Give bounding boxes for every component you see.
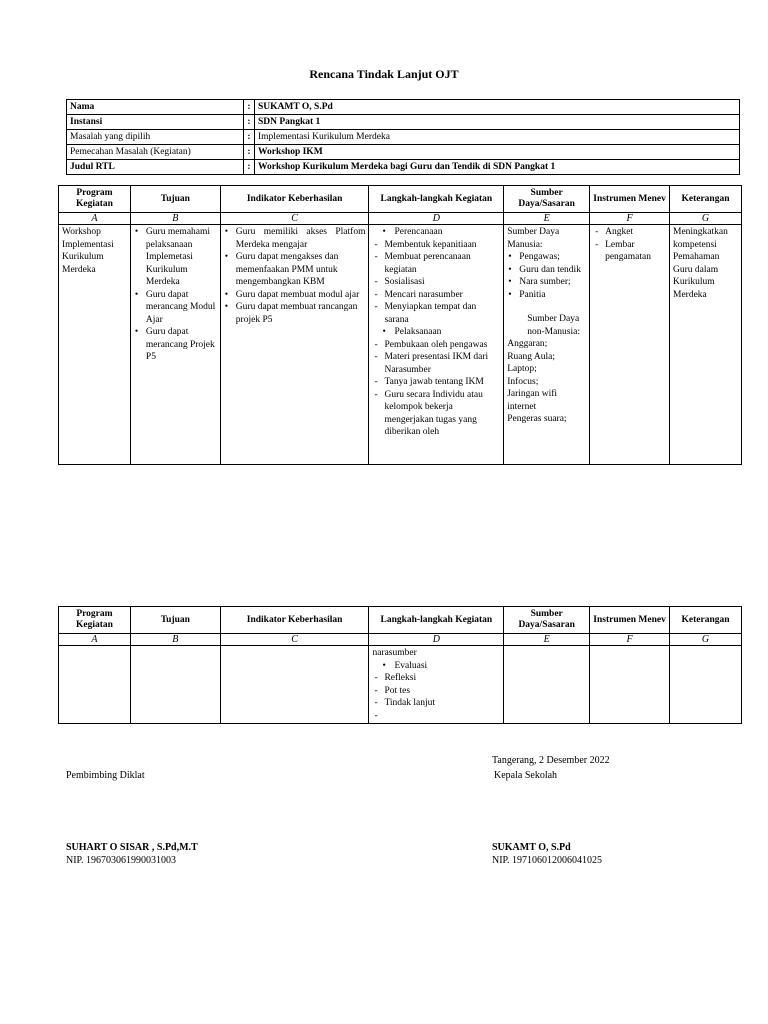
list-item: - Sosialisasi [372, 276, 500, 289]
sumber-manusia-label: Sumber Daya Manusia: [507, 227, 560, 250]
header-keterangan: Keterangan [670, 186, 742, 213]
langkah-cell [369, 225, 504, 465]
list-item: Laptop; [507, 364, 537, 374]
langkah-cell [369, 646, 504, 724]
list-item: • Guru dapat membuat rancangan projek P5 [224, 301, 366, 326]
instrumen-cell [590, 646, 670, 724]
header-sumber: Sumber Daya/Sasaran [504, 607, 590, 634]
list-item: • Panitia [507, 289, 586, 302]
list-item: • Nara sumber; [507, 276, 586, 289]
keterangan-cell [670, 646, 742, 724]
place-date: Tangerang, 2 Desember 2022 [492, 755, 610, 766]
info-separator: : [244, 160, 255, 175]
right-nip: NIP. 197106012006041025 [492, 855, 603, 866]
sumber-non-label: Sumber Daya non-Manusia: [527, 314, 580, 337]
list-item: • Guru dapat membuat modul ajar [224, 289, 366, 302]
info-separator: : [244, 145, 255, 160]
list-item: - Angket [593, 226, 666, 239]
letter-e: E [504, 634, 590, 646]
letter-row [59, 634, 742, 646]
indikator-cell [220, 646, 369, 724]
document-title: Rencana Tindak Lanjut OJT [309, 67, 459, 81]
indikator-cell [220, 225, 369, 465]
sumber-cell [504, 646, 590, 724]
info-row-masalah [67, 130, 740, 145]
list-item: - Membentuk kepanitiaan [372, 239, 500, 252]
rtl-table-1 [58, 185, 742, 465]
header-sumber: Sumber Daya/Sasaran [504, 186, 590, 213]
info-value: SDN Pangkat 1 [255, 115, 740, 130]
content-row [59, 225, 742, 465]
list-item: Pengeras suara; [507, 414, 567, 424]
header-program: Program Kegiatan [59, 186, 131, 213]
list-item: - Guru secara Individu atau kelompok bekerja mengerjakan tugas yang diberikan oleh [372, 389, 500, 439]
info-label: Judul RTL [67, 160, 244, 175]
list-item: Anggaran; [507, 339, 548, 349]
info-separator: : [244, 115, 255, 130]
list-item: • Evaluasi [372, 660, 500, 673]
info-value: SUKAMT O, S.Pd [255, 100, 740, 115]
right-name: SUKAMT O, S.Pd [492, 842, 571, 853]
info-value: Workshop Kurikulum Merdeka bagi Guru dan Tendik di SDN Pangkat 1 [255, 160, 740, 175]
list-item: • Perencanaan [372, 226, 500, 239]
info-value: Workshop IKM [255, 145, 740, 160]
tujuan-cell [130, 225, 220, 465]
letter-b: B [130, 213, 220, 225]
header-langkah: Langkah-langkah Kegiatan [369, 186, 504, 213]
info-label: Pemecahan Masalah (Kegiatan) [67, 145, 244, 160]
list-item: • Guru dapat merancang Projek P5 [134, 326, 217, 364]
header-indikator: Indikator Keberhasilan [220, 186, 369, 213]
info-row-nama [67, 100, 740, 115]
header-instrumen: Instrumen Menev [590, 186, 670, 213]
left-role: Pembimbing Diklat [66, 770, 145, 781]
header-row [59, 186, 742, 213]
sumber-cell [504, 225, 590, 465]
list-item: - Pot tes [372, 685, 500, 698]
letter-f: F [590, 634, 670, 646]
header-program: Program Kegiatan [59, 607, 131, 634]
left-signatory [66, 841, 198, 867]
letter-g: G [670, 213, 742, 225]
list-item: Jaringan wifi internet [507, 389, 558, 412]
program-cell: Workshop Implementasi Kurikulum Merdeka [59, 225, 131, 465]
rtl-table-2 [58, 606, 742, 724]
info-row-judul [67, 160, 740, 175]
list-item: • Guru dapat merancang Modul Ajar [134, 289, 217, 327]
letter-d: D [369, 213, 504, 225]
info-label: Instansi [67, 115, 244, 130]
info-separator: : [244, 130, 255, 145]
letter-a: A [59, 213, 131, 225]
list-item: - Tindak lanjut [372, 697, 500, 710]
info-table [66, 99, 740, 175]
right-signatory [492, 841, 602, 867]
tujuan-cell [130, 646, 220, 724]
right-role: Kepala Sekolah [494, 770, 558, 781]
header-tujuan: Tujuan [130, 186, 220, 213]
list-item: Infocus; [507, 376, 539, 387]
content-row [59, 646, 742, 724]
header-langkah: Langkah-langkah Kegiatan [369, 607, 504, 634]
header-indikator: Indikator Keberhasilan [220, 607, 369, 634]
letter-e: E [504, 213, 590, 225]
list-item: - Pembukaan oleh pengawas [372, 339, 500, 352]
list-item: - Lembar pengamatan [593, 239, 666, 264]
keterangan-cell: Meningkatkan kompetensi Pemahaman Guru dalam Kurikulum Merdeka [670, 225, 742, 465]
letter-a: A [59, 634, 131, 646]
list-item: narasumber [372, 648, 417, 658]
info-label: Nama [67, 100, 244, 115]
header-row [59, 607, 742, 634]
letter-d: D [369, 634, 504, 646]
list-item: - Menyiapkan tempat dan sarana [372, 301, 500, 326]
list-item: - Mencari narasumber [372, 289, 500, 302]
list-item: • Pengawas; [507, 251, 586, 264]
info-label: Masalah yang dipilih [67, 130, 244, 145]
info-value: Implementasi Kurikulum Merdeka [255, 130, 740, 145]
list-item: • Guru dapat mengakses dan memenfaakan PMM untuk mengembangkan KBM [224, 251, 366, 289]
left-nip: NIP. 196703061990031003 [66, 855, 177, 866]
letter-b: B [130, 634, 220, 646]
info-row-instansi [67, 115, 740, 130]
instrumen-cell [590, 225, 670, 465]
header-keterangan: Keterangan [670, 607, 742, 634]
left-name: SUHART O SISAR , S.Pd,M.T [66, 842, 198, 853]
list-item: - Materi presentasi IKM dari Narasumber [372, 351, 500, 376]
list-item: • Guru dan tendik [507, 264, 586, 277]
list-item: • Pelaksanaan [372, 326, 500, 339]
list-item [372, 710, 500, 722]
info-separator: : [244, 100, 255, 115]
letter-g: G [670, 634, 742, 646]
list-item: • Guru memiliki akses Platfom Merdeka mengajar [224, 226, 366, 251]
letter-f: F [590, 213, 670, 225]
letter-row [59, 213, 742, 225]
letter-c: C [220, 213, 369, 225]
header-tujuan: Tujuan [130, 607, 220, 634]
list-item: • Guru memahami pelaksanaan Implemetasi Kurikulum Merdeka [134, 226, 217, 289]
header-instrumen: Instrumen Menev [590, 607, 670, 634]
list-item: - Tanya jawab tentang IKM [372, 376, 500, 389]
list-item: - Refleksi [372, 672, 500, 685]
info-row-pemecahan [67, 145, 740, 160]
list-item: - Membuat perencanaan kegiatan [372, 251, 500, 276]
program-cell [59, 646, 131, 724]
letter-c: C [220, 634, 369, 646]
list-item: Ruang Aula; [507, 351, 555, 362]
